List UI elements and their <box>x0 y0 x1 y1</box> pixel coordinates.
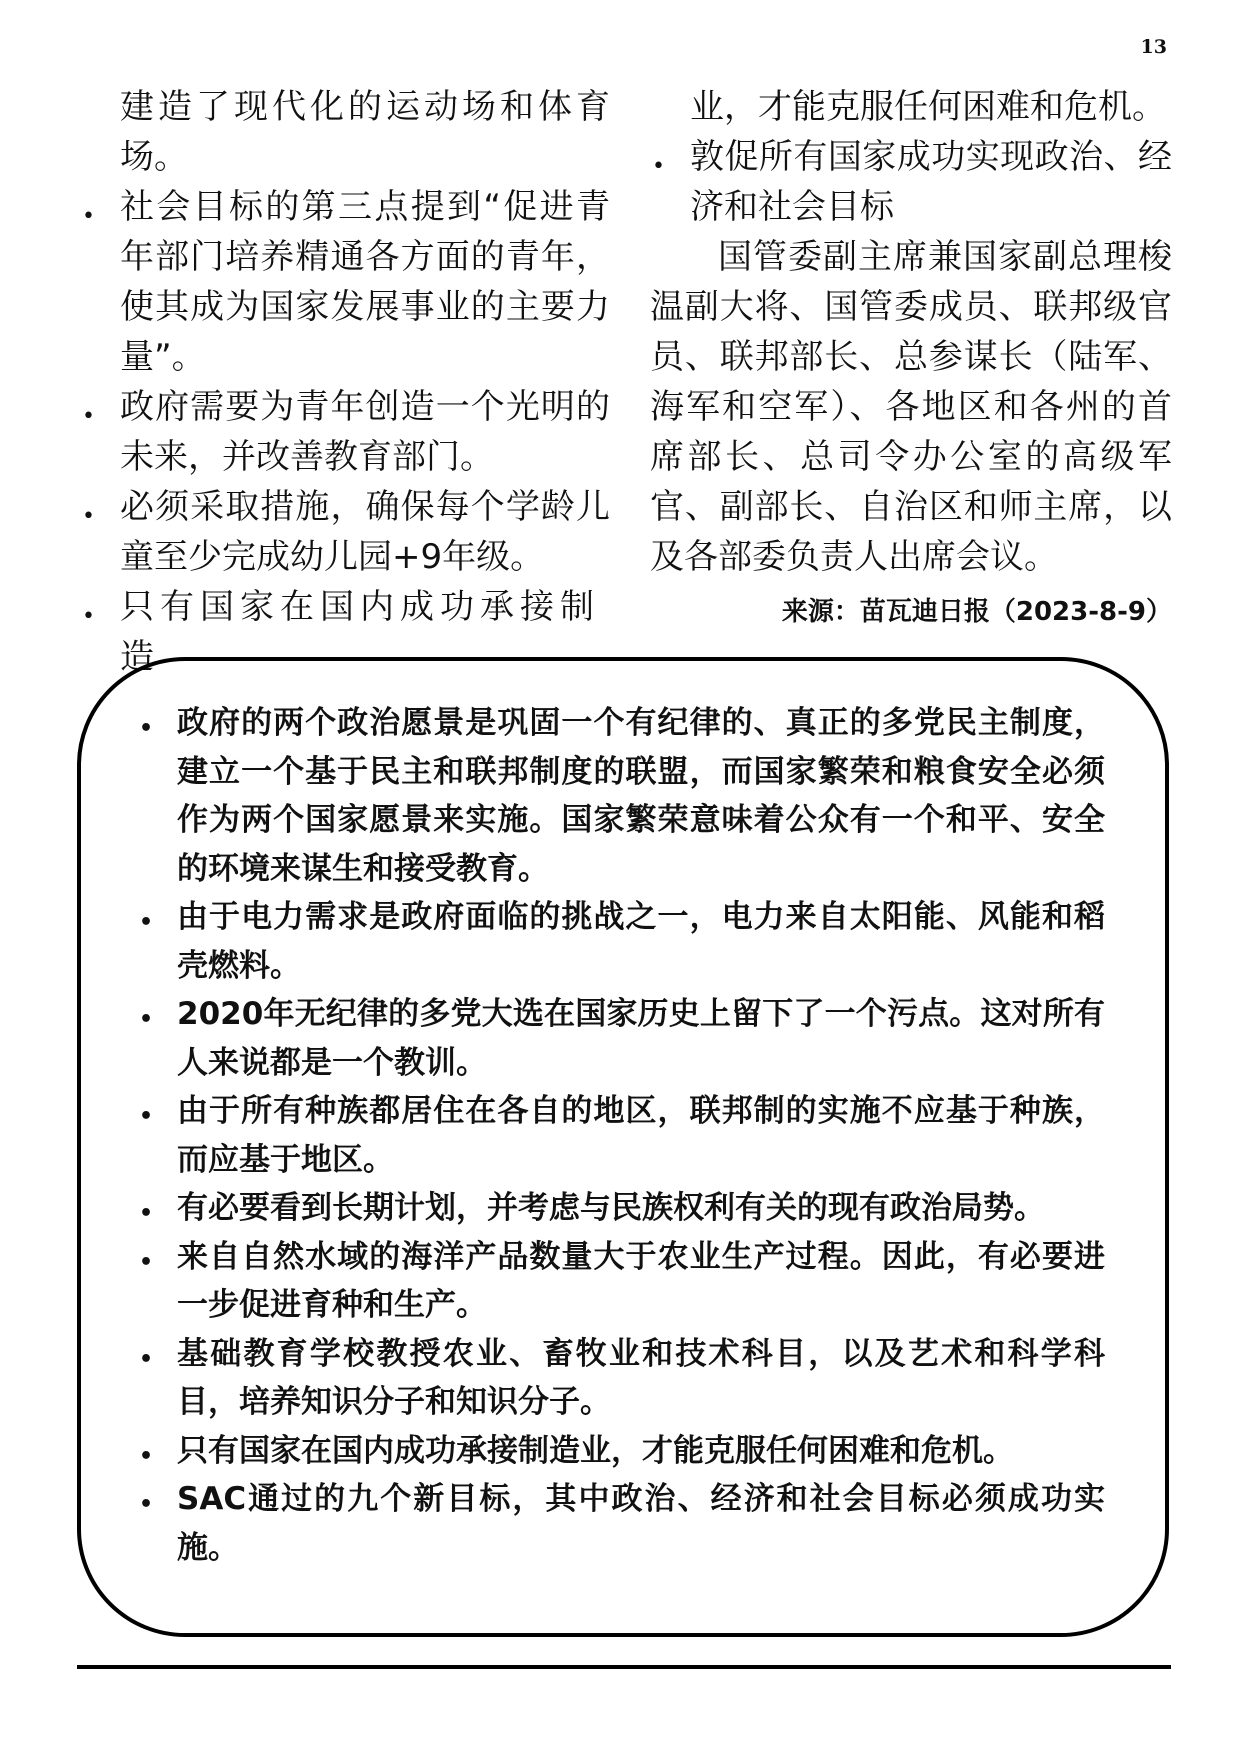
summary-bullet-item: • 来自自然水域的海洋产品数量大于农业生产过程。因此，有必要进一步促进育种和生产。 <box>137 1233 1105 1330</box>
left-bullet-item: • 只有国家在国内成功承接制造 <box>80 582 610 682</box>
attendance-paragraph: 国管委副主席兼国家副总理梭温副大将、国管委成员、联邦级官员、联邦部长、总参谋长（陆军、海军和空军）、各地区和各州的首席部长、总司令办公室的高级军官、副部长、自治区和师主席，以及各部委负责人出席会议。 <box>650 237 1172 577</box>
summary-bullet-item: • 2020年无纪律的多党大选在国家历史上留下了一个污点。这对所有人来说都是一个教训。 <box>137 990 1105 1087</box>
source-citation: 来源：苗瓦迪日报（2023-8-9） <box>781 597 1172 627</box>
summary-bullet-item: • 基础教育学校教授农业、畜牧业和技术科目，以及艺术和科学科目，培养知识分子和知识分子。 <box>137 1330 1105 1427</box>
summary-box <box>77 657 1169 1637</box>
page-number: 13 <box>1140 36 1167 58</box>
right-continuation-text: 业，才能克服任何困难和危机。 <box>690 87 1166 127</box>
left-continuation-text: 建造了现代化的运动场和体育场。 <box>120 87 610 177</box>
right-column <box>650 82 1172 632</box>
left-bullet-list <box>80 182 610 682</box>
summary-bullet-list <box>137 699 1105 1572</box>
left-bullet-item: • 政府需要为青年创造一个光明的未来，并改善教育部门。 <box>80 382 610 482</box>
summary-bullet-item: • 政府的两个政治愿景是巩固一个有纪律的、真正的多党民主制度，建立一个基于民主和联邦制度的联盟，而国家繁荣和粮食安全必须作为两个国家愿景来实施。国家繁荣意味着公众有一个和平、安全的环境来谋生和接受教育。 <box>137 699 1105 893</box>
summary-bullet-item: • 由于电力需求是政府面临的挑战之一，电力来自太阳能、风能和稻壳燃料。 <box>137 893 1105 990</box>
right-bullet-item: • 敦促所有国家成功实现政治、经济和社会目标 <box>650 132 1172 232</box>
summary-bullet-item: • SAC通过的九个新目标，其中政治、经济和社会目标必须成功实施。 <box>137 1475 1105 1572</box>
footer-divider <box>77 1665 1171 1669</box>
left-bullet-item: • 社会目标的第三点提到“促进青年部门培养精通各方面的青年，使其成为国家发展事业的主要力量”。 <box>80 182 610 382</box>
right-bullet-list <box>650 132 1172 232</box>
summary-bullet-item: • 有必要看到长期计划，并考虑与民族权利有关的现有政治局势。 <box>137 1184 1105 1233</box>
summary-bullet-item: • 由于所有种族都居住在各自的地区，联邦制的实施不应基于种族，而应基于地区。 <box>137 1087 1105 1184</box>
left-column <box>80 82 610 682</box>
summary-bullet-item: • 只有国家在国内成功承接制造业，才能克服任何困难和危机。 <box>137 1427 1105 1476</box>
left-bullet-item: • 必须采取措施，确保每个学龄儿童至少完成幼儿园+9年级。 <box>80 482 610 582</box>
